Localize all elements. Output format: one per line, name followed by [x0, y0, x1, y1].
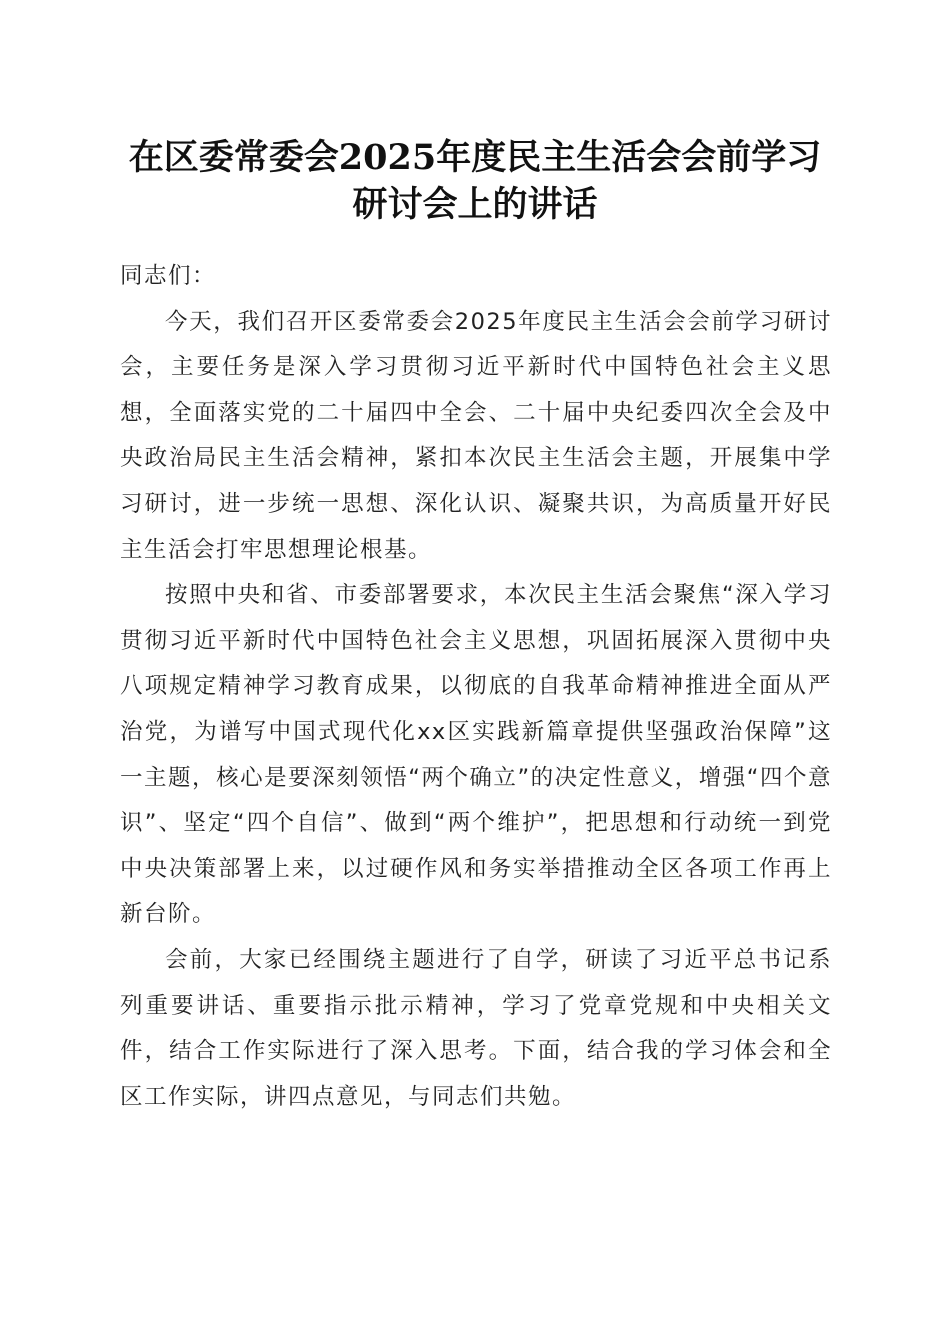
- paragraph-2: 按照中央和省、市委部署要求，本次民主生活会聚焦“深入学习贯彻习近平新时代中国特色社会主义思想，巩固拓展深入贯彻中央八项规定精神学习教育成果，以彻底的自我革命精神推进全面从严治党，为谱写中国式现代化xx区实践新篇章提供坚强政治保障”这一主题，核心是要深刻领悟“两个确立”的决定性意义，增强“四个意识”、坚定“四个自信”、做到“两个维护”，把思想和行动统一到党中央决策部署上来，以过硬作风和务实举措推动全区各项工作再上新台阶。: [120, 582, 832, 928]
- paragraph-1: 今天，我们召开区委常委会2025年度民主生活会会前学习研讨会，主要任务是深入学习贯彻习近平新时代中国特色社会主义思想，全面落实党的二十届四中全会、二十届中央纪委四次全会及中央政治局民主生活会精神，紧扣本次民主生活会主题，开展集中学习研讨，进一步统一思想、深化认识、凝聚共识，为高质量开好民主生活会打牢思想理论根基。: [120, 308, 832, 563]
- title-line-1: 在区委常委会2025年度民主生活会会前学习: [128, 137, 822, 178]
- document-title: [100, 134, 850, 228]
- document-body: [120, 254, 832, 1120]
- title-line-2: 研讨会上的讲话: [352, 184, 598, 225]
- salutation: 同志们：: [120, 263, 217, 289]
- paragraph-3: 会前，大家已经围绕主题进行了自学，研读了习近平总书记系列重要讲话、重要指示批示精神，学习了党章党规和中央相关文件，结合工作实际进行了深入思考。下面，结合我的学习体会和全区工作实际，讲四点意见，与同志们共勉。: [120, 946, 832, 1110]
